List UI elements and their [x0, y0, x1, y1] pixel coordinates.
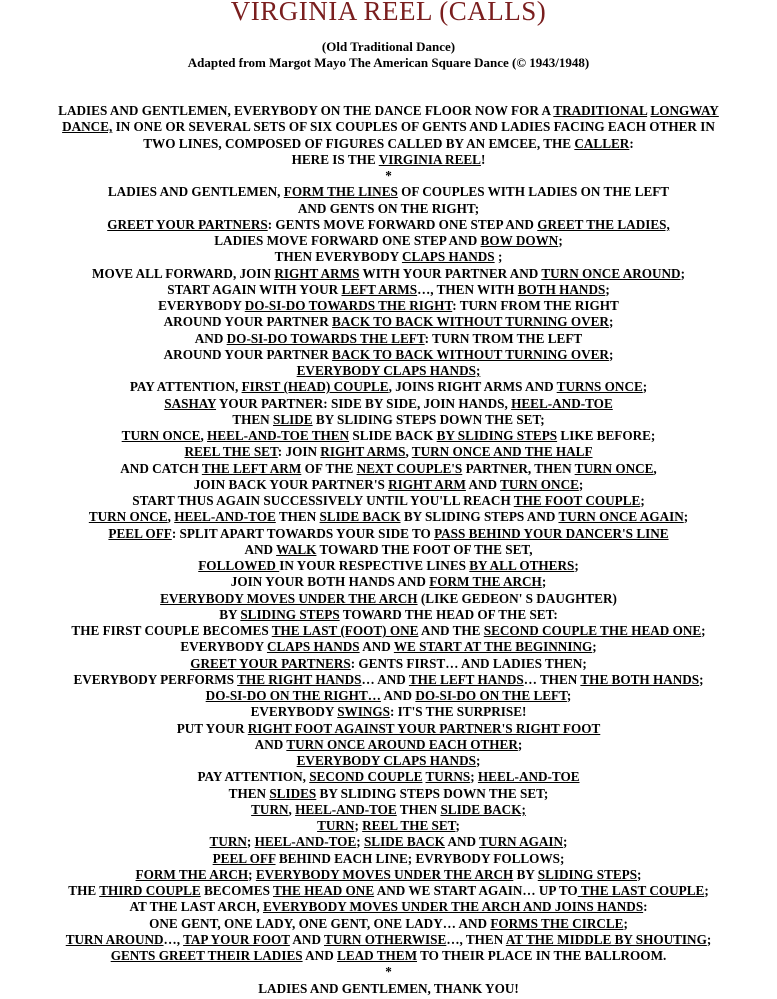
- call-text: THEN: [228, 785, 270, 801]
- call-line: [0, 249, 777, 265]
- call-text: TOWARD THE FOOT OF THE SET,: [316, 541, 533, 557]
- call-text: LADIES AND GENTLEMEN, EVERYBODY ON THE DANCE FLOOR NOW FOR A: [58, 103, 554, 118]
- call-line: [0, 672, 777, 688]
- call-keyword: GENTS GREET THEIR LADIES: [110, 948, 303, 963]
- call-keyword: SLIDE BACK: [363, 834, 445, 850]
- call-line: [0, 802, 777, 818]
- call-text: ,: [405, 444, 412, 460]
- call-line: [0, 282, 777, 298]
- call-keyword: TURNS ONCE: [556, 379, 643, 395]
- call-keyword: SLIDE BACK;: [440, 801, 526, 817]
- call-text: ,: [653, 460, 657, 476]
- call-text: THE: [68, 883, 100, 898]
- call-keyword: TURN ONCE AROUND EACH OTHER: [286, 736, 518, 752]
- call-text: BY SLIDING STEPS AND: [400, 509, 559, 525]
- call-line: [0, 737, 777, 753]
- call-text: BY SLIDING STEPS DOWN THE SET;: [316, 785, 549, 801]
- call-keyword: VIRGINIA REEL: [378, 151, 481, 167]
- call-text: ;: [517, 736, 523, 752]
- call-text: START AGAIN WITH YOUR: [167, 281, 342, 297]
- subtitle-origin: (Old Traditional Dance): [321, 39, 456, 54]
- call-text: YOUR PARTNER: SIDE BY SIDE, JOIN HANDS,: [216, 395, 512, 411]
- call-text: ;: [680, 265, 685, 281]
- call-text: ;: [574, 558, 579, 573]
- call-text: AND GENTS ON THE RIGHT;: [297, 200, 480, 216]
- call-text: ;: [356, 834, 364, 850]
- call-text: (LIKE GEDEON' S DAUGHTER): [417, 590, 617, 606]
- call-keyword: WALK: [276, 541, 317, 557]
- call-line: [0, 916, 777, 932]
- call-line: [0, 461, 777, 477]
- call-text: ,: [167, 509, 175, 525]
- call-line: [0, 899, 777, 915]
- call-line: [0, 493, 777, 509]
- call-keyword: EVERYBODY CLAPS HANDS: [296, 753, 476, 768]
- call-text: JOIN YOUR BOTH HANDS AND: [230, 574, 430, 590]
- call-text: AND: [444, 834, 480, 850]
- call-keyword: EVERYBODY MOVES UNDER THE ARCH AND JOINS HANDS: [262, 899, 644, 915]
- call-line: [0, 379, 777, 395]
- call-text: ONE GENT, ONE LADY, ONE GENT, ONE LADY… AND: [149, 915, 491, 931]
- call-keyword: THE FOOT COUPLE: [513, 493, 641, 508]
- call-keyword: SLIDING STEPS: [537, 866, 638, 882]
- call-text: SLIDE BACK: [349, 428, 437, 443]
- call-keyword: FORM THE LINES: [283, 184, 398, 200]
- call-line: [0, 331, 777, 347]
- call-keyword: THE LEFT HANDS: [408, 671, 524, 687]
- call-text: ;: [605, 281, 610, 297]
- call-text: BY: [219, 606, 241, 622]
- call-keyword: REEL THE SET: [362, 818, 456, 833]
- call-keyword: SECOND COUPLE: [309, 769, 423, 785]
- call-text: ;: [541, 574, 547, 590]
- subtitle-source: Adapted from Margot Mayo The American Square Dance (© 1943/1948): [187, 55, 590, 70]
- call-keyword: BY SLIDING STEPS: [436, 428, 558, 443]
- call-line: [0, 444, 777, 460]
- call-keyword: PEEL OFF: [212, 850, 276, 866]
- call-keyword: PEEL OFF: [108, 525, 172, 541]
- call-text: PAY ATTENTION,: [129, 379, 242, 395]
- call-text: OF THE: [301, 460, 357, 476]
- call-text: :: [643, 899, 648, 915]
- call-keyword: LEFT ARMS: [341, 281, 418, 297]
- call-keyword: BACK TO BACK WITHOUT TURNING OVER: [332, 346, 609, 362]
- call-text: EVERYBODY: [250, 704, 338, 720]
- call-line: [0, 103, 777, 119]
- call-text: BY: [513, 866, 538, 882]
- call-line: [0, 558, 777, 574]
- call-text: ;: [455, 818, 460, 833]
- call-text: ;: [701, 623, 706, 638]
- call-text: TOWARD THE HEAD OF THE SET:: [339, 606, 558, 622]
- call-text: : GENTS FIRST… AND LADIES THEN;: [350, 655, 587, 671]
- calls-text: [0, 103, 777, 997]
- call-keyword: SECOND COUPLE THE HEAD ONE: [483, 623, 702, 638]
- call-keyword: RIGHT FOOT AGAINST YOUR PARTNER'S RIGHT FOOT: [247, 720, 601, 736]
- call-line: [0, 184, 777, 200]
- call-text: , JOINS RIGHT ARMS AND: [388, 379, 557, 395]
- call-line: [0, 201, 777, 217]
- call-text: AROUND YOUR PARTNER: [163, 346, 333, 362]
- call-keyword: SLIDES: [269, 785, 317, 801]
- call-text: : TURN TROM THE LEFT: [424, 330, 583, 346]
- call-line: [0, 314, 777, 330]
- call-text: AND THE: [418, 623, 484, 638]
- call-text: PUT YOUR: [176, 720, 248, 736]
- call-line: [0, 834, 777, 850]
- call-keyword: RIGHT ARMS: [320, 444, 406, 460]
- call-text: AND WE START AGAIN… UP TO: [374, 883, 578, 898]
- call-line: [0, 509, 777, 525]
- call-line: [0, 119, 777, 135]
- call-text: ;: [608, 346, 614, 362]
- call-keyword: EVERYBODY MOVES UNDER THE ARCH: [160, 590, 418, 606]
- call-text: ;: [470, 769, 478, 785]
- call-text: WITH YOUR PARTNER AND: [359, 265, 542, 281]
- call-text: : TURN FROM THE RIGHT: [452, 298, 619, 313]
- call-text: ;: [494, 249, 503, 265]
- call-keyword: THE LEFT ARM: [201, 460, 302, 476]
- call-keyword: DO-SI-DO TOWARDS THE LEFT: [226, 330, 425, 346]
- call-keyword: TRADITIONAL: [553, 103, 648, 118]
- call-line: [0, 932, 777, 948]
- call-keyword: THE LAST COUPLE: [577, 883, 705, 898]
- call-keyword: REEL THE SET: [184, 444, 278, 460]
- call-keyword: HEEL-AND-TOE: [174, 509, 276, 525]
- call-text: AT THE LAST ARCH,: [129, 899, 263, 915]
- call-keyword: FORMS THE CIRCLE: [490, 915, 624, 931]
- call-line: [0, 266, 777, 282]
- call-line: [0, 867, 777, 883]
- call-line: [0, 656, 777, 672]
- call-text: ;: [558, 233, 563, 248]
- call-text: :: [629, 135, 634, 151]
- call-text: ;: [354, 818, 363, 833]
- call-keyword: BACK TO BACK WITHOUT TURNING OVER: [332, 314, 609, 330]
- call-keyword: CLAPS HANDS: [401, 249, 495, 265]
- call-text: ;: [246, 834, 255, 850]
- call-line: [0, 591, 777, 607]
- call-text: AND: [465, 476, 501, 492]
- call-text: … AND: [361, 671, 409, 687]
- call-keyword: TURN AGAIN: [479, 834, 564, 850]
- call-keyword: HEEL-AND-TOE: [254, 834, 357, 850]
- call-line: [0, 477, 777, 493]
- call-keyword: TURN ONCE AND THE HALF: [411, 444, 593, 460]
- call-keyword: TURN: [209, 834, 247, 850]
- call-text: : JOIN: [277, 444, 321, 460]
- call-keyword: THE RIGHT HANDS: [237, 671, 362, 687]
- call-text: HERE IS THE: [291, 151, 379, 167]
- call-text: : GENTS MOVE FORWARD ONE STEP AND: [267, 216, 538, 232]
- call-text: : IT'S THE SURPRISE!: [389, 704, 527, 720]
- call-text: ;: [642, 379, 648, 395]
- call-text: IN YOUR RESPECTIVE LINES: [279, 558, 470, 573]
- call-keyword: THE LAST (FOOT) ONE: [271, 623, 419, 638]
- call-keyword: GREET THE LADIES,: [537, 216, 670, 232]
- call-text: ;: [683, 509, 689, 525]
- call-keyword: TAP YOUR FOOT: [183, 931, 290, 947]
- call-keyword: FORM THE ARCH: [135, 866, 249, 882]
- call-line: [0, 639, 777, 655]
- call-keyword: THIRD COUPLE: [99, 883, 201, 898]
- call-text: BECOMES: [200, 883, 273, 898]
- call-keyword: TURN ONCE: [121, 428, 201, 443]
- call-keyword: THE HEAD ONE: [273, 883, 375, 898]
- call-line: [0, 347, 777, 363]
- call-text: THEN: [232, 411, 273, 427]
- call-keyword: FIRST (HEAD) COUPLE: [241, 379, 389, 395]
- call-line: [0, 981, 777, 997]
- call-text: AND: [194, 330, 227, 346]
- call-text: LADIES AND GENTLEMEN,: [107, 184, 284, 200]
- call-keyword: DO-SI-DO TOWARDS THE RIGHT: [244, 298, 453, 313]
- call-keyword: DO-SI-DO ON THE LEFT: [415, 688, 567, 703]
- call-text: *: [385, 168, 392, 183]
- call-text: …, THEN: [446, 931, 506, 947]
- call-text: AND: [254, 736, 287, 752]
- call-text: ;: [248, 866, 256, 882]
- call-text: AROUND YOUR PARTNER: [163, 314, 333, 330]
- call-text: AND: [359, 639, 394, 655]
- call-text: BY SLIDING STEPS DOWN THE SET;: [312, 411, 545, 427]
- call-keyword: FORM THE ARCH: [429, 574, 542, 590]
- call-text: THEN: [396, 801, 441, 817]
- call-text: !: [480, 151, 486, 167]
- call-line: [0, 396, 777, 412]
- call-keyword: FOLLOWED: [198, 558, 280, 573]
- call-keyword: LONGWAY: [650, 103, 719, 118]
- call-keyword: BOW DOWN: [480, 233, 559, 248]
- call-keyword: NEXT COUPLE'S: [356, 460, 463, 476]
- call-text: EVERYBODY PERFORMS: [73, 671, 238, 687]
- call-keyword: THE BOTH HANDS: [580, 671, 700, 687]
- call-line: [0, 217, 777, 233]
- call-text: JOIN BACK YOUR PARTNER'S: [193, 476, 389, 492]
- call-text: ;: [704, 883, 709, 898]
- call-line: [0, 542, 777, 558]
- call-line: [0, 526, 777, 542]
- call-keyword: TURN ONCE: [88, 509, 168, 525]
- call-keyword: SLIDE BACK: [319, 509, 401, 525]
- call-text: AND: [289, 931, 325, 947]
- call-line: [0, 753, 777, 769]
- call-keyword: TURN OTHERWISE: [324, 931, 447, 947]
- call-keyword: SWINGS: [337, 704, 390, 720]
- call-text: ,: [288, 801, 296, 817]
- call-text: AND: [380, 688, 416, 703]
- call-keyword: SLIDE: [273, 411, 313, 427]
- call-text: : SPLIT APART TOWARDS YOUR SIDE TO: [171, 525, 435, 541]
- call-text: OF COUPLES WITH LADIES ON THE LEFT: [397, 184, 670, 200]
- call-text: ;: [566, 688, 572, 703]
- call-line: [0, 851, 777, 867]
- call-text: START THUS AGAIN SUCCESSIVELY UNTIL YOU'LL REACH: [132, 493, 514, 508]
- call-line: [0, 298, 777, 314]
- call-text: PARTNER, THEN: [462, 460, 575, 476]
- call-keyword: DANCE,: [62, 119, 113, 135]
- call-keyword: BOTH HANDS: [517, 281, 606, 297]
- call-keyword: RIGHT ARMS: [274, 265, 360, 281]
- call-line: [0, 574, 777, 590]
- call-line: [0, 818, 777, 834]
- call-text: ;: [640, 493, 645, 508]
- call-text: ,: [200, 428, 208, 443]
- call-keyword: TURNS: [425, 769, 471, 785]
- call-text: PAY ATTENTION,: [197, 769, 310, 785]
- call-line: [0, 883, 777, 899]
- call-text: …, THEN WITH: [417, 281, 518, 297]
- call-line: [0, 964, 777, 980]
- call-text: TO THEIR PLACE IN THE BALLROOM.: [417, 948, 667, 963]
- call-line: [0, 152, 777, 168]
- call-line: [0, 623, 777, 639]
- call-text: ;: [706, 931, 712, 947]
- call-line: [0, 786, 777, 802]
- call-text: THEN EVERYBODY: [274, 249, 402, 265]
- call-keyword: HEEL-AND-TOE: [477, 769, 580, 785]
- call-text: ;: [578, 476, 584, 492]
- call-text: *: [385, 964, 392, 980]
- call-text: MOVE ALL FORWARD, JOIN: [92, 265, 275, 281]
- call-line: [0, 948, 777, 964]
- call-text: AND: [302, 948, 338, 963]
- call-text: EVERYBODY: [180, 639, 267, 655]
- call-line: [0, 688, 777, 704]
- call-text: LIKE BEFORE;: [557, 428, 656, 443]
- call-text: BEHIND EACH LINE; EVRYBODY FOLLOWS;: [275, 850, 565, 866]
- call-keyword: TURN: [317, 818, 355, 833]
- call-text: THEN: [275, 509, 320, 525]
- call-text: ;: [637, 866, 642, 882]
- call-line: [0, 168, 777, 184]
- call-keyword: EVERYBODY MOVES UNDER THE ARCH: [255, 866, 514, 882]
- call-text: LADIES MOVE FORWARD ONE STEP AND: [214, 233, 481, 248]
- page-title: VIRGINIA REEL (CALLS): [230, 0, 547, 26]
- call-text: ;: [563, 834, 568, 850]
- call-keyword: HEEL-AND-TOE: [511, 395, 613, 411]
- call-line: [0, 607, 777, 623]
- call-line: [0, 769, 777, 785]
- call-text: EVERYBODY: [158, 298, 245, 313]
- call-keyword: TURN AROUND: [65, 931, 164, 947]
- call-keyword: GREET YOUR PARTNERS: [107, 216, 268, 232]
- call-text: THE FIRST COUPLE BECOMES: [71, 623, 272, 638]
- call-text: …,: [163, 931, 184, 947]
- call-keyword: HEEL-AND-TOE: [295, 801, 397, 817]
- call-text: ;: [475, 753, 481, 768]
- call-text: … THEN: [523, 671, 581, 687]
- call-line: [0, 412, 777, 428]
- call-text: AND: [244, 541, 277, 557]
- call-keyword: TURN: [251, 801, 289, 817]
- call-keyword: BY ALL OTHERS: [469, 558, 575, 573]
- call-text: ;: [699, 671, 704, 687]
- call-keyword: AT THE MIDDLE BY SHOUTING: [505, 931, 707, 947]
- call-keyword: TURN ONCE AROUND: [541, 265, 681, 281]
- call-text: ;: [608, 314, 614, 330]
- call-text: ;: [623, 915, 628, 931]
- call-keyword: PASS BEHIND YOUR DANCER'S LINE: [434, 525, 669, 541]
- call-line: [0, 704, 777, 720]
- call-text: IN ONE OR SEVERAL SETS OF SIX COUPLES OF GENTS AND LADIES FACING EACH OTHER IN: [112, 119, 715, 135]
- call-text: ;: [592, 639, 597, 655]
- call-keyword: GREET YOUR PARTNERS: [190, 655, 351, 671]
- call-keyword: RIGHT ARM: [388, 476, 466, 492]
- call-keyword: CALLER: [574, 135, 630, 151]
- call-keyword: LEAD THEM: [337, 948, 418, 963]
- call-text: LADIES AND GENTLEMEN, THANK YOU!: [258, 980, 519, 996]
- call-keyword: CLAPS HANDS: [266, 639, 360, 655]
- call-keyword: TURN ONCE: [574, 460, 654, 476]
- call-keyword: HEEL-AND-TOE THEN: [207, 428, 350, 443]
- call-keyword: WE START AT THE BEGINNING: [393, 639, 593, 655]
- call-text: AND CATCH: [120, 460, 202, 476]
- call-line: [0, 428, 777, 444]
- call-line: [0, 721, 777, 737]
- call-line: [0, 233, 777, 249]
- call-keyword: TURN ONCE AGAIN: [558, 509, 684, 525]
- call-line: [0, 363, 777, 379]
- call-keyword: SASHAY: [164, 395, 217, 411]
- call-keyword: EVERYBODY CLAPS HANDS;: [296, 363, 481, 378]
- call-text: TWO LINES, COMPOSED OF FIGURES CALLED BY AN EMCEE, THE: [143, 135, 575, 151]
- call-keyword: DO-SI-DO ON THE RIGHT…: [205, 688, 381, 703]
- call-keyword: SLIDING STEPS: [240, 606, 340, 622]
- call-line: [0, 136, 777, 152]
- call-keyword: TURN ONCE: [500, 476, 579, 492]
